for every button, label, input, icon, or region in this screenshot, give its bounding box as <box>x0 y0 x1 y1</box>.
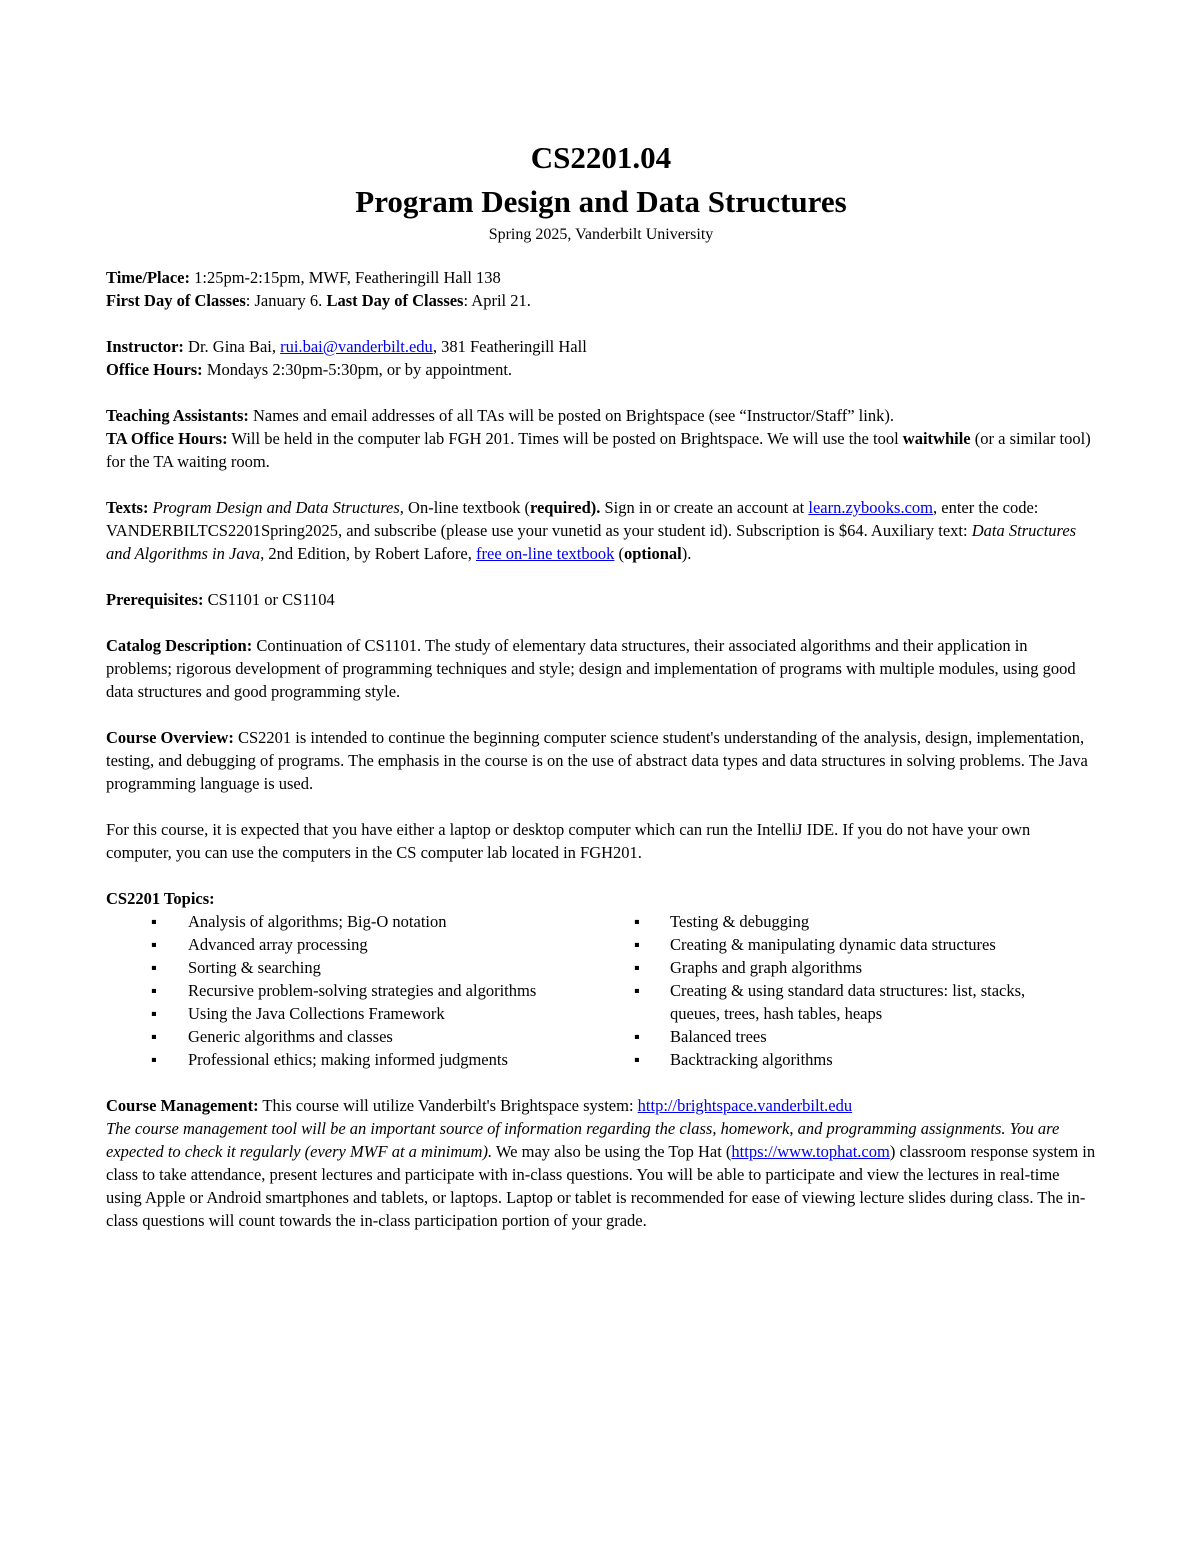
topic-item <box>106 1002 596 1025</box>
topics-right-list <box>596 910 1096 1071</box>
ta-hours-end: (or a similar tool) for the TA waiting room. <box>106 429 1091 471</box>
last-day-value: : April 21. <box>463 291 531 310</box>
bullet-icon: ▪ <box>151 1004 157 1023</box>
texts-part1: , On-line textbook ( <box>399 498 530 517</box>
topic-item <box>596 1025 1096 1048</box>
ta-hours-value: Will be held in the computer lab FGH 201. Times will be posted on Brightspace. We will use the tool <box>227 429 903 448</box>
course-code: CS2201.04 <box>530 140 672 175</box>
topic-item <box>106 1025 596 1048</box>
topic-text: Creating & using standard data structures: list, stacks, queues, trees, hash tables, heaps <box>670 981 1026 1023</box>
course-title: Program Design and Data Structures <box>355 184 847 219</box>
prerequisites-block <box>106 588 1096 611</box>
management-intro: This course will utilize Vanderbilt's Brightspace system: <box>258 1096 638 1115</box>
textbook-title: Program Design and Data Structures <box>152 498 400 517</box>
instructor-name: Dr. Gina Bai, <box>183 337 281 356</box>
aux-text-title: Data Structures and Algorithms in Java <box>106 521 1077 563</box>
bullet-icon: ▪ <box>634 1027 640 1046</box>
ta-value: Names and email addresses of all TAs will be posted on Brightspace (see “Instructor/Staff” link). <box>248 406 894 425</box>
bullet-icon: ▪ <box>151 935 157 954</box>
topic-item <box>106 910 596 933</box>
instructor-label: Instructor: <box>106 337 184 356</box>
bullet-icon: ▪ <box>634 1050 640 1069</box>
topics-columns <box>106 910 1096 1071</box>
bullet-icon: ▪ <box>634 912 640 931</box>
ta-label: Teaching Assistants: <box>106 406 249 425</box>
topic-item <box>596 933 1096 956</box>
syllabus-page <box>106 136 1096 1255</box>
topic-text: Using the Java Collections Framework <box>188 1004 445 1023</box>
texts-part5: ( <box>614 544 624 563</box>
bullet-icon: ▪ <box>151 1050 157 1069</box>
computer-note: For this course, it is expected that you have either a laptop or desktop computer which can run the IntelliJ IDE. If you do not have your own computer, you can use the computers in the CS computer lab located in FGH201. <box>106 820 1031 862</box>
management-part2: ) classroom response system in class to take attendance, present lectures and participate with in-class questions. You will be able to participate and view the lectures in real-time using Apple or Android smartphones and tablets, or laptops. Laptop or tablet is recommended for ease of viewing lecture slides during class. The in-class questions will count towards the in-class participation portion of your grade. <box>106 1142 1096 1230</box>
zybooks-link[interactable]: learn.zybooks.com <box>808 498 934 517</box>
topics-left-list <box>106 910 596 1071</box>
topic-item <box>596 956 1096 979</box>
brightspace-link[interactable]: http://brightspace.vanderbilt.edu <box>637 1096 853 1115</box>
first-day-value: : January 6. <box>245 291 327 310</box>
overview-block <box>106 726 1096 795</box>
topic-text: Professional ethics; making informed judgments <box>188 1050 508 1069</box>
topics-heading: CS2201 Topics: <box>106 889 215 908</box>
instructor-block <box>106 335 1096 381</box>
topic-item <box>596 979 1096 1025</box>
texts-part2: Sign in or create an account at <box>600 498 809 517</box>
office-hours-value: Mondays 2:30pm-5:30pm, or by appointment. <box>202 360 513 379</box>
management-label: Course Management: <box>106 1096 259 1115</box>
time-label: Time/Place: <box>106 268 190 287</box>
bullet-icon: ▪ <box>151 1027 157 1046</box>
office-hours-label: Office Hours: <box>106 360 203 379</box>
topic-text: Balanced trees <box>670 1027 767 1046</box>
free-textbook-link[interactable]: free on-line textbook <box>476 544 615 563</box>
management-part1: We may also be using the Top Hat ( <box>492 1142 732 1161</box>
texts-part4: , 2nd Edition, by Robert Lafore, <box>260 544 476 563</box>
texts-label: Texts: <box>106 498 149 517</box>
bullet-icon: ▪ <box>634 981 640 1000</box>
topic-item <box>596 910 1096 933</box>
ta-tool-name: waitwhile <box>902 429 971 448</box>
topic-text: Advanced array processing <box>188 935 368 954</box>
time-value: 1:25pm-2:15pm, MWF, Featheringill Hall 138 <box>190 268 501 287</box>
topic-text: Graphs and graph algorithms <box>670 958 862 977</box>
last-day-label: Last Day of Classes <box>326 291 464 310</box>
topic-item <box>106 979 596 1002</box>
overview-label: Course Overview: <box>106 728 234 747</box>
topic-text: Creating & manipulating dynamic data structures <box>670 935 996 954</box>
bullet-icon: ▪ <box>151 912 157 931</box>
topic-item <box>106 933 596 956</box>
instructor-email-link[interactable]: rui.bai@vanderbilt.edu <box>280 337 433 356</box>
catalog-value: Continuation of CS1101. The study of elementary data structures, their associated algorithms and their application in problems; rigorous development of programming techniques and style; design and implementation of programs with multiple modules, using good data structures and good programming style. <box>106 636 1076 701</box>
catalog-block <box>106 634 1096 703</box>
tophat-link[interactable]: https://www.tophat.com <box>731 1142 890 1161</box>
prerequisites-value: CS1101 or CS1104 <box>203 590 335 609</box>
catalog-label: Catalog Description: <box>106 636 253 655</box>
topic-item <box>106 956 596 979</box>
topic-text: Recursive problem-solving strategies and algorithms <box>188 981 537 1000</box>
texts-part6: ). <box>681 544 692 563</box>
texts-part3: , enter the code: VANDERBILTCS2201Spring2025, and subscribe (please use your vunetid as your student id). Subscription is $64. Auxiliary text: <box>106 498 1039 540</box>
prerequisites-label: Prerequisites: <box>106 590 204 609</box>
topic-text: Generic algorithms and classes <box>188 1027 393 1046</box>
ta-hours-label: TA Office Hours: <box>106 429 228 448</box>
bullet-icon: ▪ <box>151 981 157 1000</box>
instructor-office: , 381 Featheringill Hall <box>432 337 587 356</box>
bullet-icon: ▪ <box>634 935 640 954</box>
topic-text: Testing & debugging <box>670 912 810 931</box>
optional-label: optional <box>624 544 682 563</box>
topic-text: Analysis of algorithms; Big-O notation <box>188 912 447 931</box>
ta-block <box>106 404 1096 473</box>
topic-item <box>106 1048 596 1071</box>
texts-block <box>106 496 1096 565</box>
topic-text: Backtracking algorithms <box>670 1050 833 1069</box>
schedule-block <box>106 266 1096 312</box>
management-italic-note: The course management tool will be an important source of information regarding the class, homework, and programming assignments. You are expected to check it regularly (every MWF at a minimum). <box>106 1119 1060 1161</box>
term-line: Spring 2025, Vanderbilt University <box>488 226 714 243</box>
bullet-icon: ▪ <box>634 958 640 977</box>
topic-item <box>596 1048 1096 1071</box>
bullet-icon: ▪ <box>151 958 157 977</box>
first-day-label: First Day of Classes <box>106 291 246 310</box>
management-block <box>106 1094 1096 1232</box>
required-label: required). <box>529 498 601 517</box>
overview-value: CS2201 is intended to continue the beginning computer science student's understanding of the analysis, design, implementation, testing, and debugging of programs. The emphasis in the course is on the use of abstract data types and data structures in solving problems. The Java programming language is used. <box>106 728 1088 793</box>
topic-text: Sorting & searching <box>188 958 321 977</box>
